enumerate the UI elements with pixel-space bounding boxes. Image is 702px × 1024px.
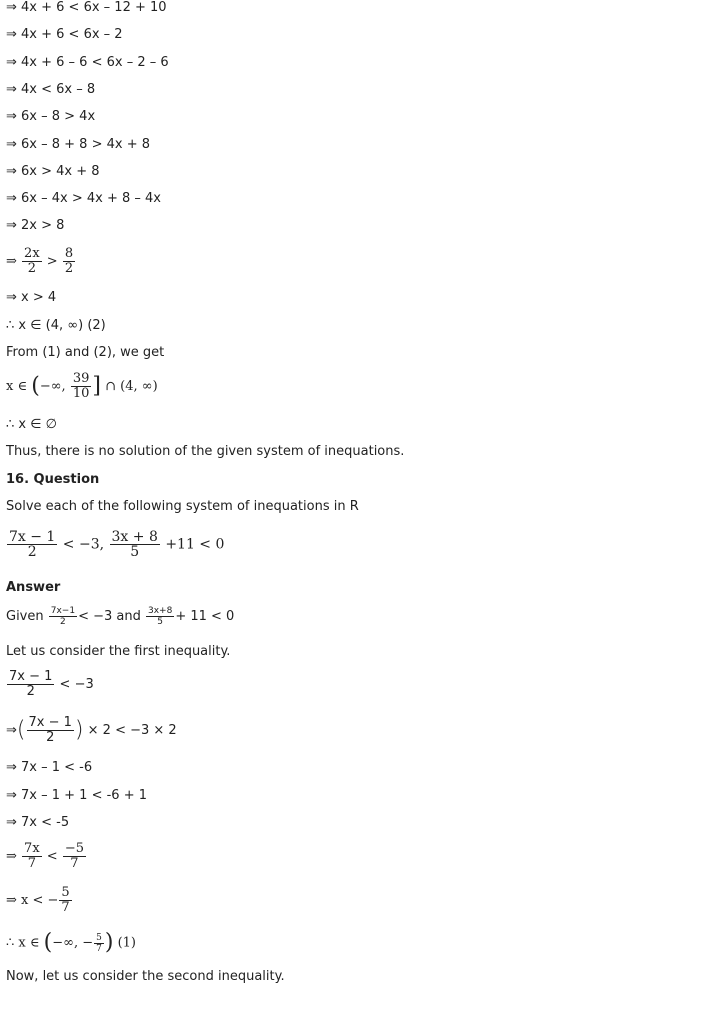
- step-line: ⇒ x > 4: [6, 290, 57, 305]
- step-line: ∴ x ∈ ∅: [6, 417, 58, 432]
- answer-heading: Answer: [6, 580, 61, 595]
- step-line: ⇒ 7x – 1 + 1 < -6 + 1: [6, 788, 148, 803]
- fraction-step: ⇒( $\frac{7x - 1}{2}$ ) × 2 < −3 × 2: [6, 715, 177, 745]
- step-line: Now, let us consider the second inequality.: [6, 969, 285, 984]
- step-line: ⇒ 4x + 6 < 6x – 2: [6, 27, 123, 42]
- conclusion: Thus, there is no solution of the given system of inequations.: [6, 444, 405, 459]
- step-line: ⇒ 6x – 8 > 4x: [6, 109, 96, 124]
- fraction-step: ⇒ $\frac{7x}{7}$ < $\frac{-5}{7}$: [6, 841, 85, 871]
- step-line: ⇒ 7x – 1 < -6: [6, 760, 93, 775]
- step-line: From (1) and (2), we get: [6, 345, 165, 360]
- step-line: ⇒ 6x – 8 + 8 > 4x + 8: [6, 137, 151, 152]
- given-line: Given $\frac{7x-1}{2}$ < −3 and $\frac{3x+8}{5}$ + 11 < 0: [6, 606, 235, 627]
- step-line: ⇒ 4x + 6 < 6x – 12 + 10: [6, 0, 167, 15]
- question-heading: 16. Question: [6, 472, 100, 487]
- step-line: ⇒ 7x < -5: [6, 815, 70, 830]
- step-line: ⇒ 2x > 8: [6, 218, 65, 233]
- step-line: ∴ x ∈ (4, ∞) (2): [6, 318, 106, 333]
- step-line: Let us consider the first inequality.: [6, 644, 231, 659]
- fraction-step: $\frac{7x - 1}{2}$ < −3: [9, 669, 94, 699]
- step-line: ⇒ 6x > 4x + 8: [6, 164, 100, 179]
- intersection-line: x ∈ (−∞, $\frac{39}{10}$ ] ∩ (4, ∞): [6, 371, 158, 401]
- fraction-step: ⇒ $\frac{2x}{2}$ > $\frac{8}{2}$: [6, 246, 74, 276]
- step-line: ⇒ 4x < 6x – 8: [6, 82, 96, 97]
- fraction-step: ⇒ x < − $\frac{5}{7}$: [6, 885, 70, 915]
- interval-line: ∴ x ∈ (−∞, − $\frac{5}{7}$ ) (1): [6, 930, 136, 955]
- step-line: ⇒ 6x – 4x > 4x + 8 – 4x: [6, 191, 161, 206]
- question-inequations: $\frac{7x - 1}{2}$ < −3, $\frac{3x + 8}{5}$ +11 < 0: [9, 529, 225, 560]
- question-text: Solve each of the following system of inequations in R: [6, 499, 359, 514]
- step-line: ⇒ 4x + 6 – 6 < 6x – 2 – 6: [6, 55, 169, 70]
